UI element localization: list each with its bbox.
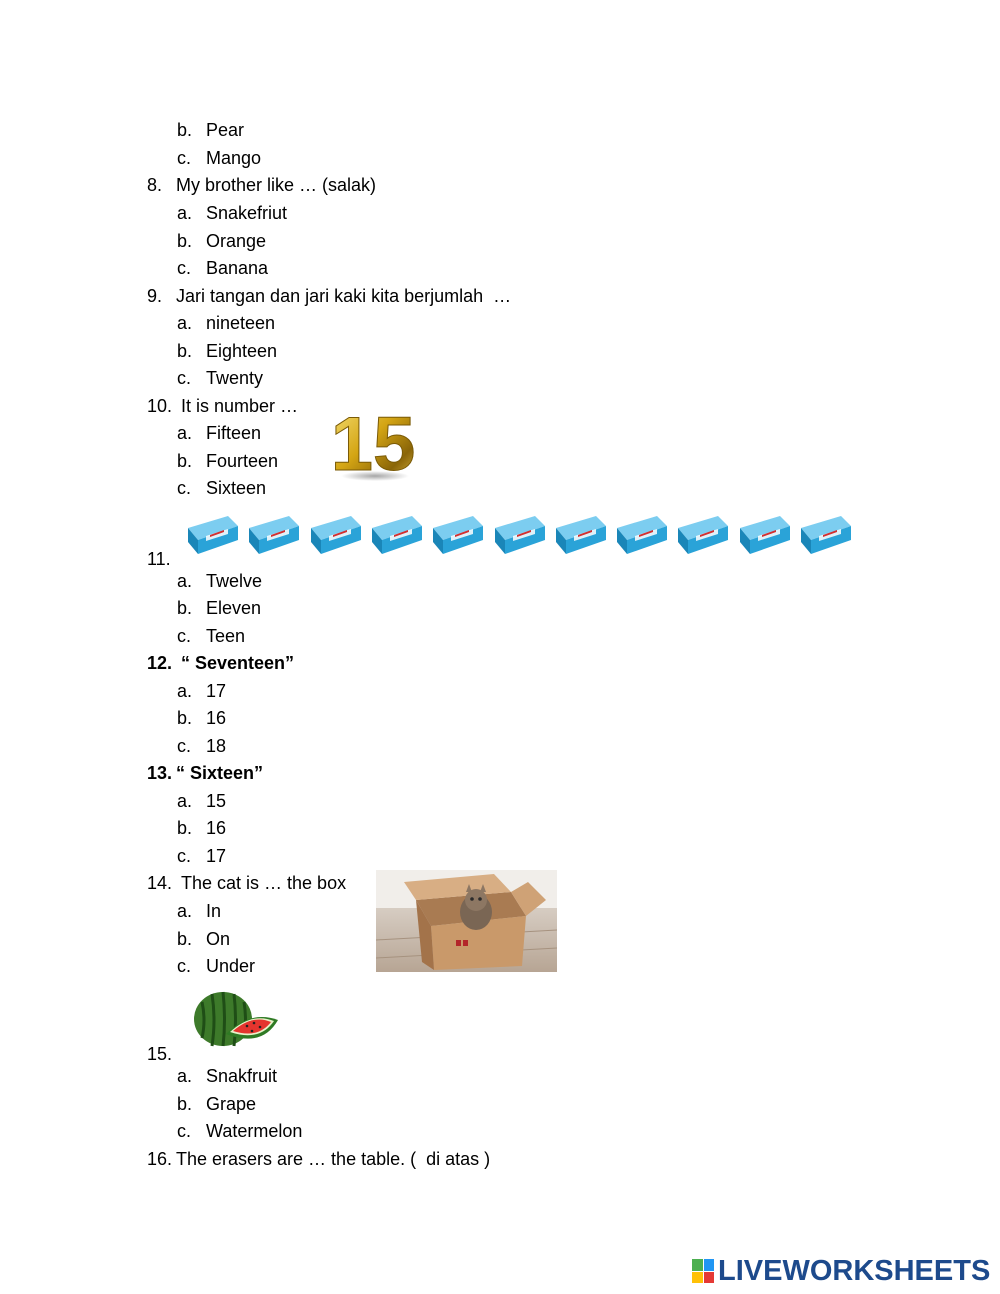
option-letter: b.: [177, 708, 193, 728]
question-number: 8.: [147, 175, 163, 195]
option-text: Orange: [206, 231, 267, 251]
option-letter: a.: [177, 901, 193, 921]
eraser-image: [429, 512, 485, 554]
option-text: 17: [206, 846, 227, 866]
eraser-image: [184, 512, 240, 554]
question-number: 14.: [147, 873, 173, 893]
option-text: Under: [206, 956, 256, 976]
option-text: Banana: [206, 258, 269, 278]
logo-mark-icon: [692, 1259, 714, 1283]
option-letter: c.: [177, 258, 192, 278]
option-letter: c.: [177, 1121, 192, 1141]
question-text: The cat is … the box: [181, 873, 347, 893]
option-text: Sixteen: [206, 478, 267, 498]
option-letter: a.: [177, 313, 193, 333]
question-text: It is number …: [181, 396, 299, 416]
option-letter: c.: [177, 846, 192, 866]
option-text: Snakefriut: [206, 203, 288, 223]
option-letter: b.: [177, 818, 193, 838]
option-letter: c.: [177, 956, 192, 976]
option-letter: c.: [177, 478, 192, 498]
eraser-image: [491, 512, 547, 554]
question-number: 11.: [147, 549, 171, 569]
question-text: My brother like … (salak): [176, 175, 377, 195]
option-letter: a.: [177, 423, 193, 443]
option-text: On: [206, 929, 231, 949]
option-text: Eleven: [206, 598, 262, 618]
option-letter: b.: [177, 451, 193, 471]
eraser-image: [307, 512, 363, 554]
option-text: Twelve: [206, 571, 263, 591]
question-number: 10.: [147, 396, 173, 416]
option-text: Eighteen: [206, 341, 278, 361]
option-text: In: [206, 901, 222, 921]
logo-text: LIVEWORKSHEETS: [718, 1254, 991, 1287]
question-number: 16.: [147, 1149, 173, 1169]
eraser-image: [674, 512, 730, 554]
option-letter: b.: [177, 231, 193, 251]
option-letter: c.: [177, 736, 192, 756]
cat-in-box-photo: [376, 870, 557, 972]
watermelon-image: [192, 990, 284, 1052]
option-text: 18: [206, 736, 227, 756]
option-text: Fourteen: [206, 451, 279, 471]
option-letter: b.: [177, 1094, 193, 1114]
eraser-image: [797, 512, 853, 554]
question-text: “ Seventeen”: [181, 653, 295, 673]
option-text: 16: [206, 708, 227, 728]
option-letter: c.: [177, 368, 192, 388]
eraser-image: [368, 512, 424, 554]
option-text: 16: [206, 818, 227, 838]
question-number: 9.: [147, 286, 163, 306]
option-letter: a.: [177, 571, 193, 591]
option-text: Pear: [206, 120, 245, 140]
option-letter: b.: [177, 341, 193, 361]
option-letter: b.: [177, 120, 193, 140]
eraser-image: [736, 512, 792, 554]
option-letter: b.: [177, 598, 193, 618]
option-text: Snakfruit: [206, 1066, 278, 1086]
option-text: Teen: [206, 626, 246, 646]
liveworksheets-logo[interactable]: [692, 1254, 990, 1288]
option-letter: a.: [177, 681, 193, 701]
question-text: Jari tangan dan jari kaki kita berjumlah …: [176, 286, 512, 306]
question-number: 15.: [147, 1044, 173, 1064]
question-number: 12.: [147, 653, 173, 673]
option-text: 17: [206, 681, 227, 701]
option-letter: a.: [177, 1066, 193, 1086]
eraser-image: [552, 512, 608, 554]
option-letter: c.: [177, 148, 192, 168]
option-text: 15: [206, 791, 227, 811]
question-text: The erasers are … the table. ( di atas ): [176, 1149, 491, 1169]
option-text: Grape: [206, 1094, 257, 1114]
option-letter: b.: [177, 929, 193, 949]
eraser-image: [613, 512, 669, 554]
number-15-image: [330, 398, 416, 484]
option-text: nineteen: [206, 313, 276, 333]
eraser-image: [245, 512, 301, 554]
number-15-text: 15: [330, 402, 416, 484]
option-text: Watermelon: [206, 1121, 303, 1141]
option-text: Fifteen: [206, 423, 262, 443]
option-text: Twenty: [206, 368, 264, 388]
option-letter: c.: [177, 626, 192, 646]
option-text: Mango: [206, 148, 262, 168]
question-text: “ Sixteen”: [176, 763, 264, 783]
option-letter: a.: [177, 203, 193, 223]
question-number: 13.: [147, 763, 173, 783]
option-letter: a.: [177, 791, 193, 811]
